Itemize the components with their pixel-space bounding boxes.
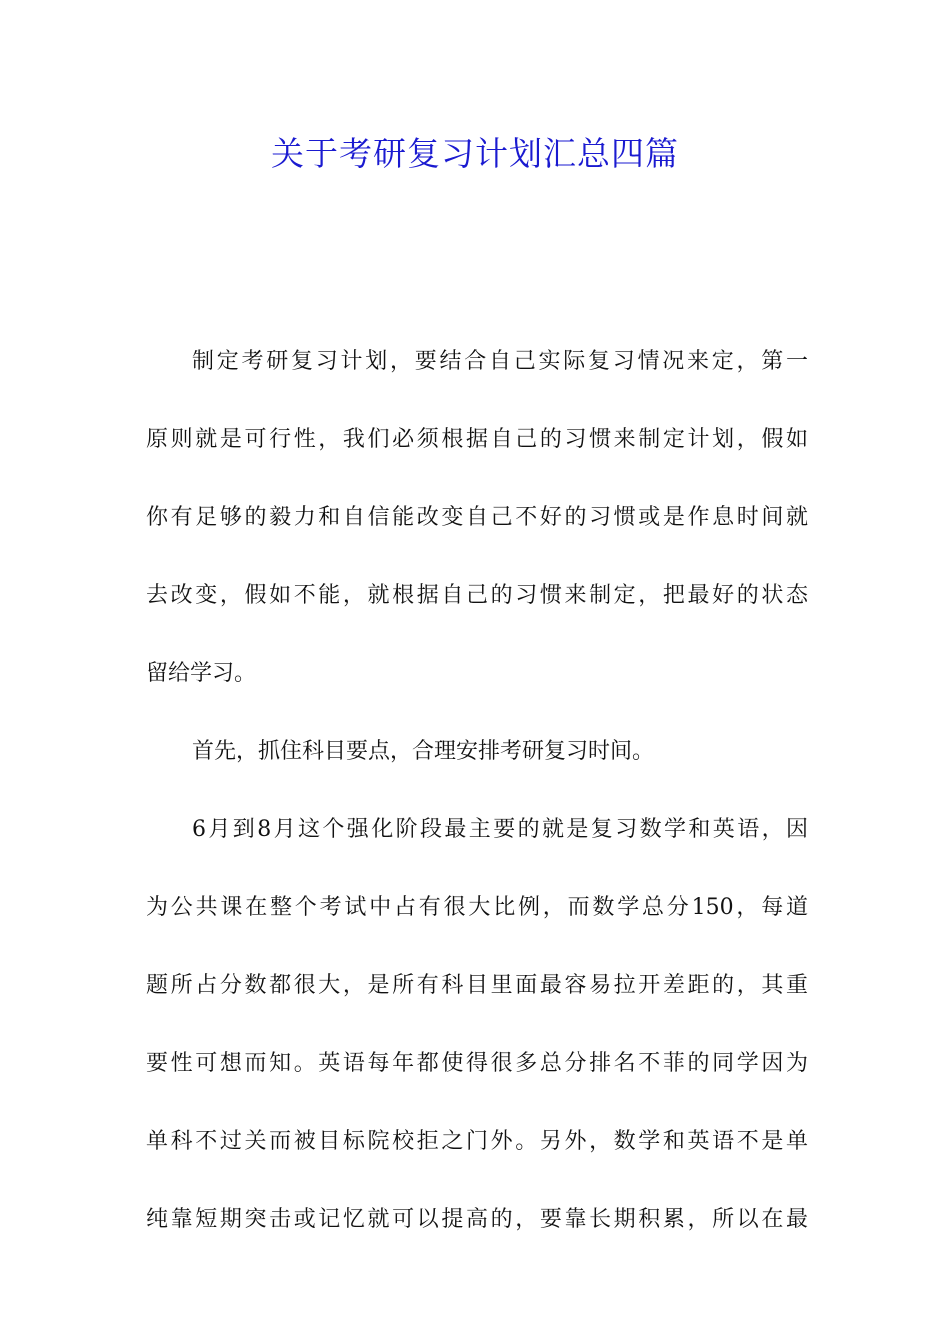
paragraph-line: 首先，抓住科目要点，合理安排考研复习时间。 — [192, 739, 655, 764]
paragraph-line: 你有足够的毅力和自信能改变自己不好的习惯或是作息时间就 — [146, 505, 808, 530]
document-body — [146, 340, 808, 1276]
paragraph-line: 留给学习。 — [146, 661, 257, 686]
paragraph-line: 去改变，假如不能，就根据自己的习惯来制定，把最好的状态 — [146, 583, 808, 608]
paragraph-line: 6月到8月这个强化阶段最主要的就是复习数学和英语，因 — [192, 817, 808, 842]
paragraph-line: 制定考研复习计划，要结合自己实际复习情况来定，第一 — [192, 349, 808, 374]
paragraph-line: 纯靠短期突击或记忆就可以提高的，要靠长期积累，所以在最 — [146, 1207, 808, 1232]
paragraph-line: 原则就是可行性，我们必须根据自己的习惯来制定计划，假如 — [146, 427, 808, 452]
paragraph-line: 要性可想而知。英语每年都使得很多总分排名不菲的同学因为 — [146, 1051, 808, 1076]
paragraph-line: 为公共课在整个考试中占有很大比例，而数学总分150，每道 — [146, 895, 808, 920]
paragraph-line: 单科不过关而被目标院校拒之门外。另外，数学和英语不是单 — [146, 1129, 808, 1154]
document-title: 关于考研复习计划汇总四篇 — [271, 134, 679, 173]
paragraph-line: 题所占分数都很大，是所有科目里面最容易拉开差距的，其重 — [146, 973, 808, 998]
